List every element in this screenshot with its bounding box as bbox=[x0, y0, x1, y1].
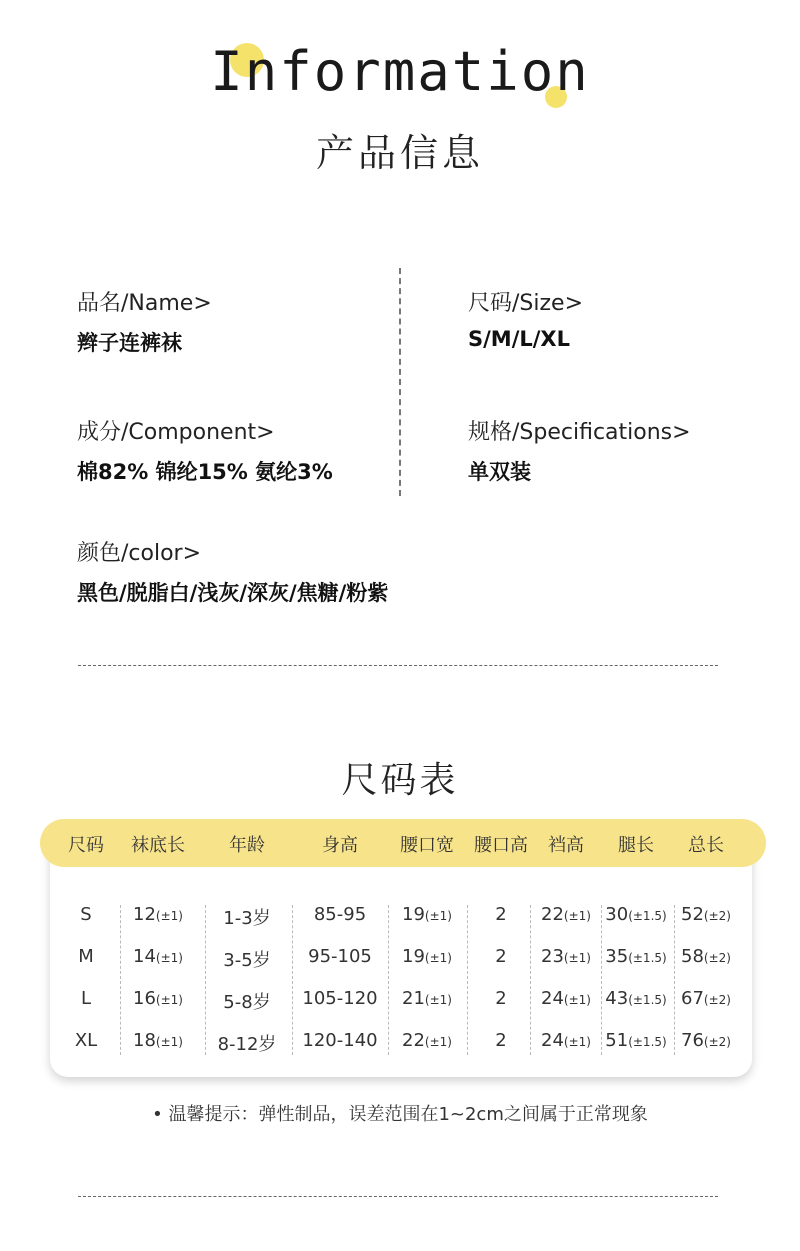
header-sole-length: 袜底长 bbox=[131, 835, 185, 856]
name-label: 品名/Name> bbox=[77, 291, 212, 316]
header-waist-height: 腰口高 bbox=[474, 835, 528, 856]
cell-value: 43 bbox=[605, 988, 629, 1009]
cell-total-length bbox=[681, 904, 731, 925]
cell-tolerance: (±1.5) bbox=[628, 993, 667, 1007]
cell-tolerance: (±1) bbox=[155, 1035, 183, 1049]
cell-waist-width bbox=[402, 946, 452, 967]
cell-crotch-height bbox=[541, 1030, 591, 1051]
cell-tolerance: (±1) bbox=[424, 1035, 452, 1049]
cell-value: 1-3岁 bbox=[223, 908, 271, 929]
cell-value: 24 bbox=[541, 1030, 564, 1051]
cell-leg-length bbox=[605, 1030, 666, 1051]
header-size: 尺码 bbox=[68, 835, 104, 856]
cell-size bbox=[80, 904, 91, 925]
cell-age bbox=[223, 946, 270, 972]
section-divider-top bbox=[78, 665, 718, 666]
column-separator bbox=[601, 905, 602, 1055]
cell-height bbox=[302, 1030, 377, 1051]
cell-value: 2 bbox=[495, 988, 507, 1009]
cell-size bbox=[81, 988, 91, 1009]
cell-leg-length bbox=[605, 904, 666, 925]
cell-value: 21 bbox=[402, 988, 425, 1009]
page-title-cn: 产品信息 bbox=[315, 131, 484, 175]
header-height: 身高 bbox=[322, 835, 358, 856]
cell-tolerance: (±2) bbox=[703, 993, 731, 1007]
color-value: 黑色/脱脂白/浅灰/深灰/焦糖/粉紫 bbox=[77, 581, 389, 605]
cell-tolerance: (±1) bbox=[424, 909, 452, 923]
cell-value: 76 bbox=[681, 1030, 704, 1051]
page-title-en: Information bbox=[210, 40, 590, 103]
cell-value: 58 bbox=[681, 946, 704, 967]
cell-value: 30 bbox=[605, 904, 629, 925]
column-separator bbox=[120, 905, 121, 1055]
cell-tolerance: (±2) bbox=[703, 951, 731, 965]
cell-value: 5-8岁 bbox=[223, 992, 271, 1013]
color-label: 颜色/color> bbox=[77, 541, 202, 566]
cell-crotch-height bbox=[541, 988, 591, 1009]
cell-age bbox=[223, 904, 270, 930]
column-separator bbox=[467, 905, 468, 1055]
cell-tolerance: (±2) bbox=[703, 1035, 731, 1049]
header-leg-length: 腿长 bbox=[618, 835, 654, 856]
cell-tolerance: (±1) bbox=[155, 951, 183, 965]
cell-value: 67 bbox=[681, 988, 704, 1009]
cell-sole-length bbox=[133, 904, 183, 925]
spec-label: 规格/Specifications> bbox=[468, 420, 691, 445]
column-separator bbox=[530, 905, 531, 1055]
cell-value: M bbox=[78, 946, 94, 967]
cell-value: L bbox=[80, 988, 92, 1009]
cell-tolerance: (±1) bbox=[563, 993, 591, 1007]
cell-value: 12 bbox=[133, 904, 156, 925]
vertical-divider bbox=[399, 268, 401, 496]
size-label: 尺码/Size> bbox=[468, 291, 584, 316]
cell-age bbox=[218, 1030, 277, 1056]
cell-tolerance: (±1.5) bbox=[628, 1035, 667, 1049]
header-waist-width: 腰口宽 bbox=[400, 835, 454, 856]
cell-value: 8-12岁 bbox=[217, 1034, 277, 1055]
cell-tolerance: (±1.5) bbox=[628, 909, 667, 923]
cell-tolerance: (±1.5) bbox=[628, 951, 667, 965]
cell-tolerance: (±2) bbox=[703, 909, 731, 923]
cell-sole-length bbox=[133, 988, 183, 1009]
cell-height bbox=[314, 904, 366, 925]
cell-age bbox=[223, 988, 270, 1014]
column-separator bbox=[674, 905, 675, 1055]
cell-tolerance: (±1) bbox=[563, 951, 591, 965]
cell-value: 18 bbox=[133, 1030, 156, 1051]
cell-tolerance: (±1) bbox=[563, 909, 591, 923]
cell-waist-height bbox=[495, 988, 506, 1009]
cell-value: 19 bbox=[402, 904, 425, 925]
cell-value: 16 bbox=[133, 988, 156, 1009]
column-separator bbox=[388, 905, 389, 1055]
cell-value: 22 bbox=[541, 904, 564, 925]
cell-waist-width bbox=[402, 988, 452, 1009]
size-value: S/M/L/XL bbox=[468, 327, 570, 351]
cell-value: 85-95 bbox=[313, 904, 367, 925]
section-divider-bottom bbox=[78, 1196, 718, 1197]
cell-waist-width bbox=[402, 904, 452, 925]
cell-total-length bbox=[681, 988, 731, 1009]
cell-value: 120-140 bbox=[302, 1030, 378, 1051]
cell-value: S bbox=[80, 904, 92, 925]
cell-height bbox=[308, 946, 372, 967]
cell-tolerance: (±1) bbox=[155, 993, 183, 1007]
cell-value: 2 bbox=[495, 904, 507, 925]
cell-size bbox=[78, 946, 94, 967]
name-value: 辫子连裤袜 bbox=[77, 331, 182, 355]
cell-value: 23 bbox=[541, 946, 564, 967]
cell-crotch-height bbox=[541, 946, 591, 967]
column-separator bbox=[205, 905, 206, 1055]
cell-value: 105-120 bbox=[302, 988, 378, 1009]
cell-value: 22 bbox=[402, 1030, 425, 1051]
cell-value: 14 bbox=[133, 946, 156, 967]
cell-value: XL bbox=[74, 1030, 98, 1051]
cell-crotch-height bbox=[541, 904, 591, 925]
cell-value: 3-5岁 bbox=[223, 950, 271, 971]
header-total-length: 总长 bbox=[688, 835, 724, 856]
cell-value: 24 bbox=[541, 988, 564, 1009]
cell-value: 19 bbox=[402, 946, 425, 967]
component-value: 棉82% 锦纶15% 氨纶3% bbox=[77, 460, 333, 484]
header-age: 年龄 bbox=[229, 835, 265, 856]
cell-size bbox=[75, 1030, 97, 1051]
cell-tolerance: (±1) bbox=[563, 1035, 591, 1049]
cell-total-length bbox=[681, 1030, 731, 1051]
cell-height bbox=[302, 988, 377, 1009]
cell-waist-height bbox=[495, 904, 506, 925]
column-separator bbox=[292, 905, 293, 1055]
cell-leg-length bbox=[605, 988, 666, 1009]
cell-sole-length bbox=[133, 1030, 183, 1051]
cell-waist-width bbox=[402, 1030, 452, 1051]
header-crotch-height: 裆高 bbox=[548, 835, 584, 856]
cell-waist-height bbox=[495, 1030, 506, 1051]
cell-value: 52 bbox=[681, 904, 704, 925]
component-label: 成分/Component> bbox=[77, 420, 275, 445]
cell-total-length bbox=[681, 946, 731, 967]
cell-leg-length bbox=[605, 946, 666, 967]
cell-value: 2 bbox=[495, 1030, 507, 1051]
tip-note: • 温馨提示：弹性制品，误差范围在1~2cm之间属于正常现象 bbox=[152, 1104, 648, 1125]
cell-value: 95-105 bbox=[308, 946, 372, 967]
cell-tolerance: (±1) bbox=[424, 951, 452, 965]
cell-tolerance: (±1) bbox=[155, 909, 183, 923]
size-chart-title: 尺码表 bbox=[341, 760, 459, 801]
cell-waist-height bbox=[495, 946, 506, 967]
cell-value: 51 bbox=[605, 1030, 629, 1051]
cell-value: 35 bbox=[605, 946, 629, 967]
spec-value: 单双装 bbox=[468, 460, 531, 484]
cell-tolerance: (±1) bbox=[424, 993, 452, 1007]
cell-value: 2 bbox=[495, 946, 507, 967]
cell-sole-length bbox=[133, 946, 183, 967]
